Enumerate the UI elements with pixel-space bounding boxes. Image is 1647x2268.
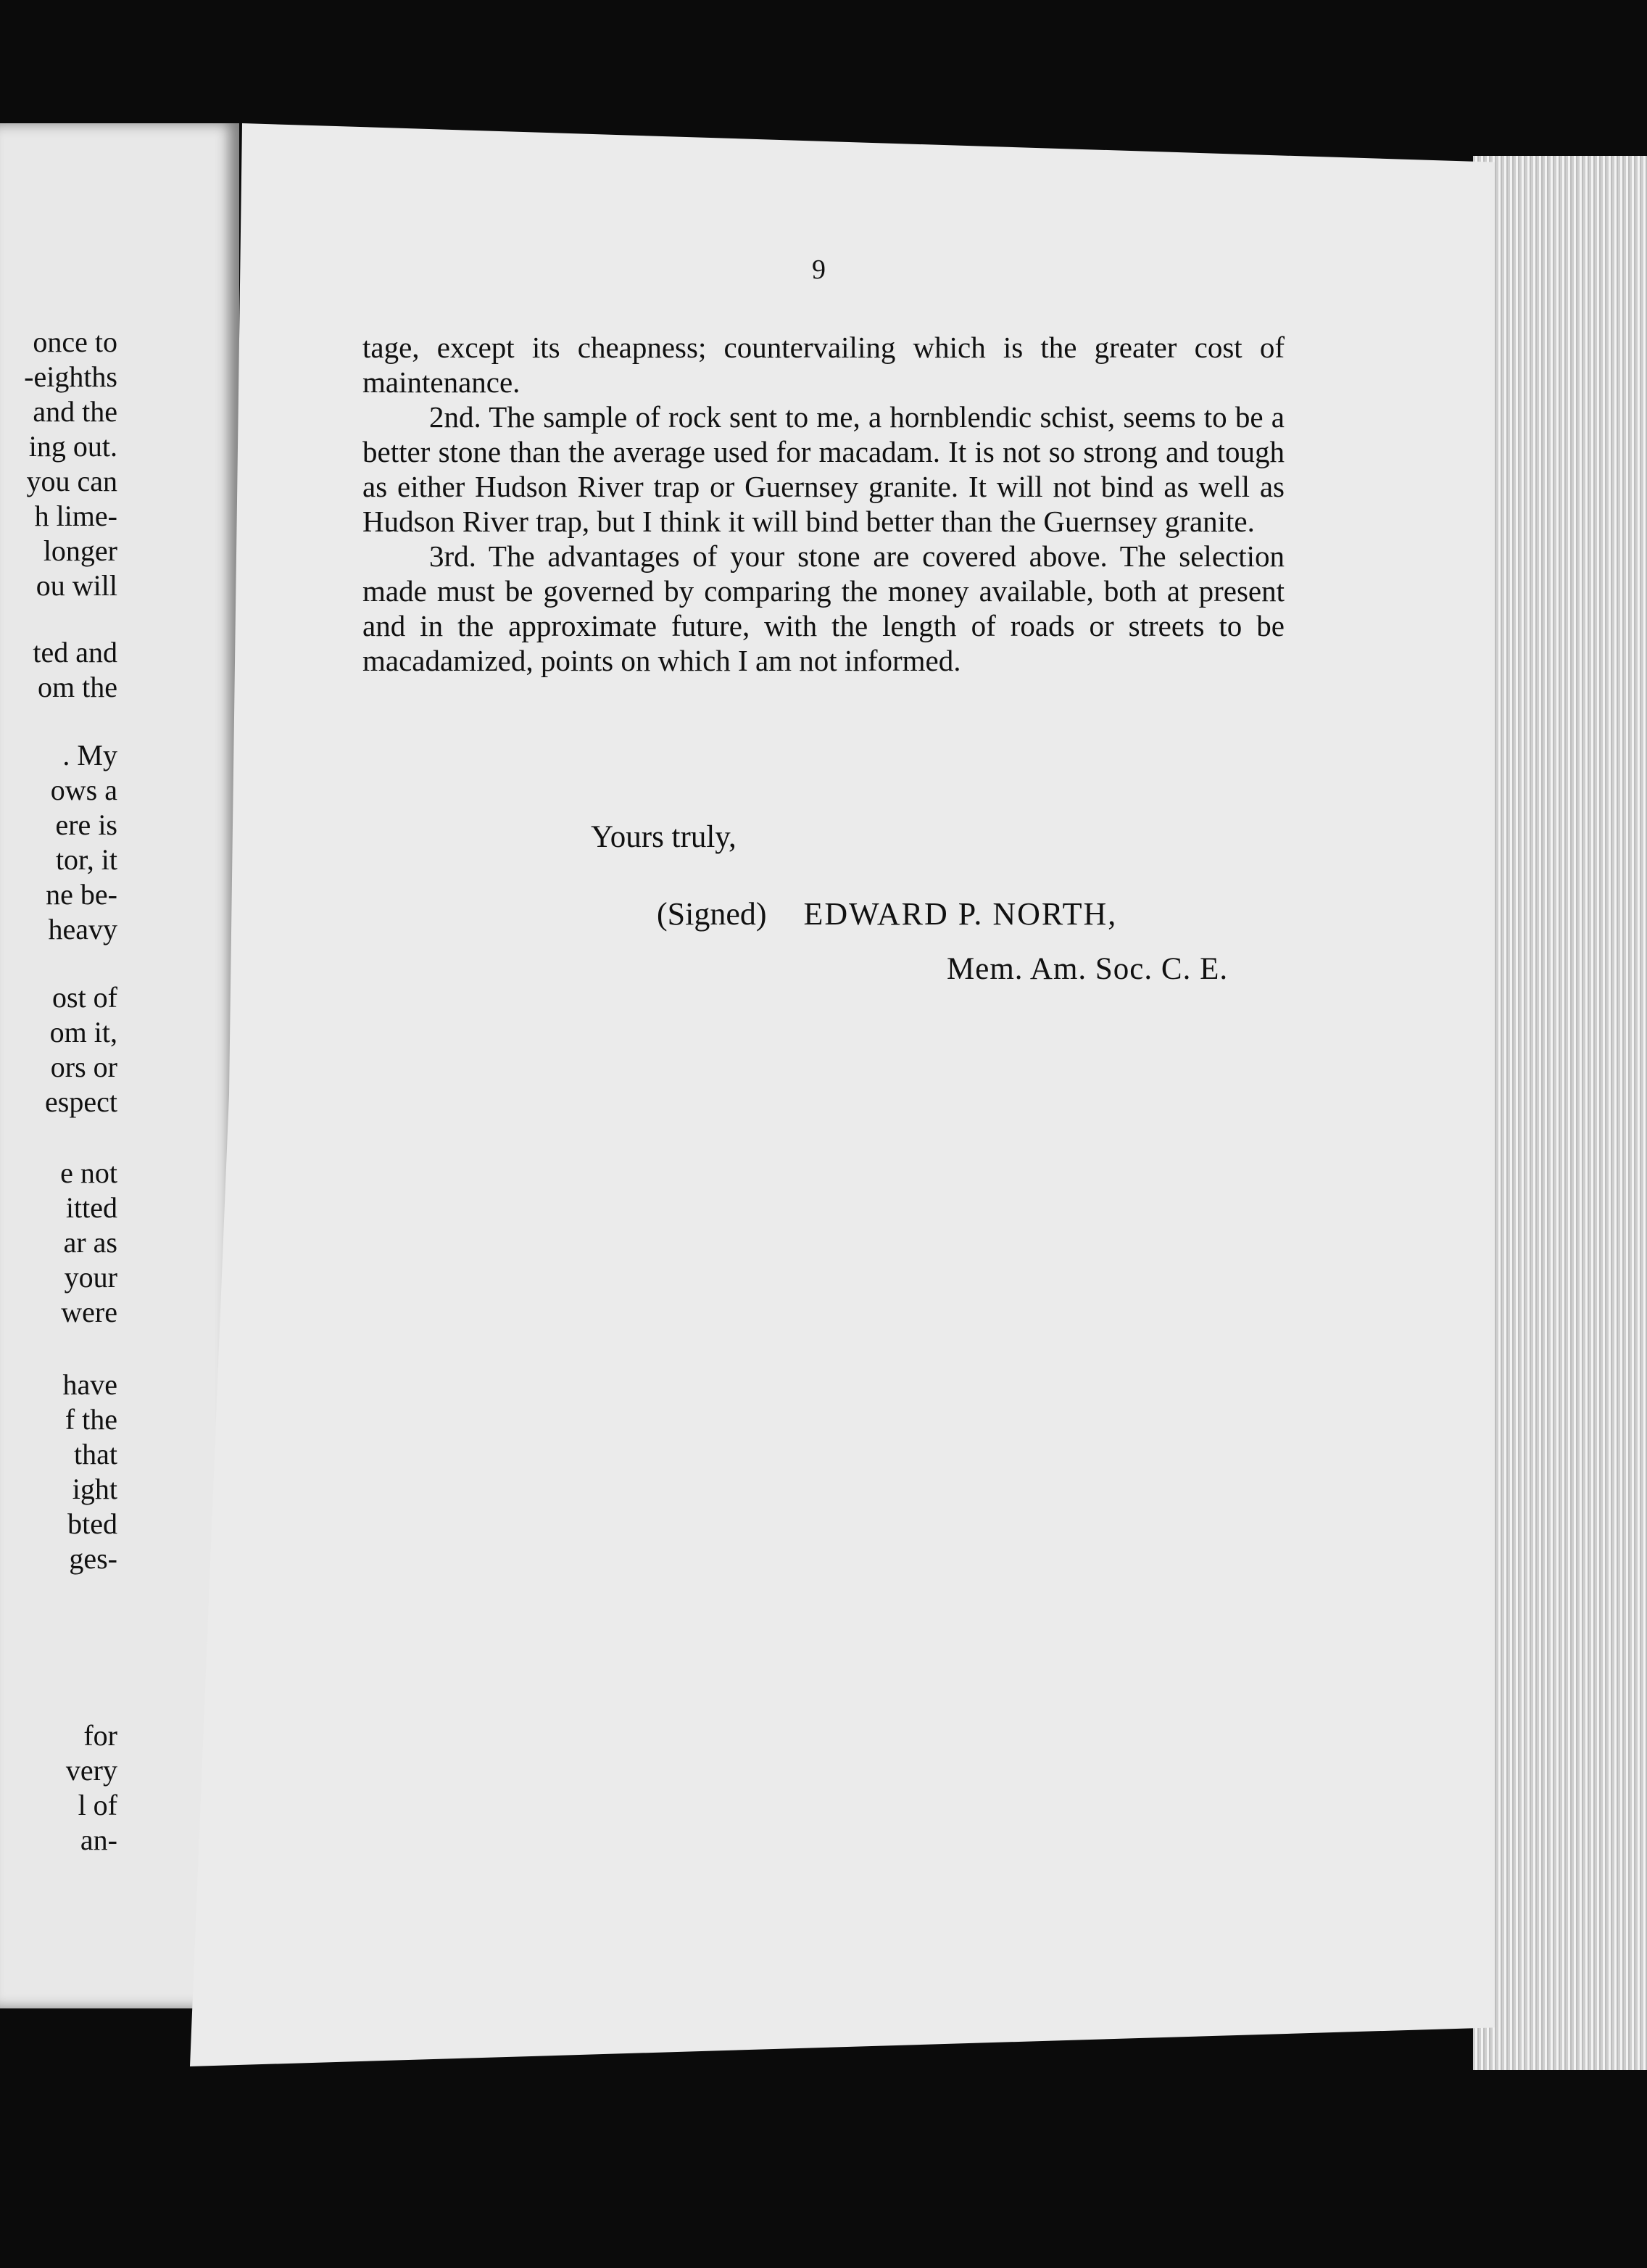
left-page-line: were: [61, 1296, 117, 1328]
left-page-line: . My: [62, 739, 117, 771]
left-page-line: ges-: [69, 1542, 117, 1575]
left-page-line: ere is: [55, 808, 117, 841]
left-page-line: have: [62, 1368, 117, 1401]
left-page-line: ted and: [33, 636, 117, 669]
left-page-line: ou will: [36, 569, 117, 602]
left-page-line: om it,: [49, 1016, 117, 1048]
left-page-line: om the: [38, 671, 117, 703]
signature-prefix: (Signed): [657, 896, 767, 932]
left-page-line: once to: [33, 326, 117, 358]
left-page-line: bted: [67, 1507, 117, 1540]
left-page-line: itted: [65, 1191, 117, 1224]
signature-line: [657, 895, 1117, 932]
left-page-line: for: [83, 1719, 117, 1752]
signatory-affiliation: Mem. Am. Soc. C. E.: [947, 952, 1229, 986]
left-page-line: an-: [80, 1824, 117, 1856]
left-page-line: espect: [45, 1085, 117, 1118]
paragraph-third-point: 3rd. The advantages of your stone are covered above. The selection made must be governed by comparing the money available, both at present and in the approximate future, with the length of roads or streets to be macadamized, points on which I am not informed.: [362, 539, 1285, 677]
left-page-line: tor, it: [55, 843, 117, 876]
left-page-line: longer: [43, 534, 117, 567]
left-page-line: ows a: [50, 774, 117, 806]
left-page-line: ne be-: [46, 878, 117, 911]
left-page-line: and the: [33, 395, 117, 428]
left-page-line: -eighths: [24, 360, 117, 393]
left-page-line: your: [64, 1261, 117, 1294]
left-page-line: heavy: [48, 913, 117, 945]
facing-page-left: [0, 123, 239, 2008]
left-page-line: ors or: [50, 1051, 117, 1083]
left-page-line: l of: [78, 1789, 117, 1821]
left-page-line: you can: [26, 465, 117, 497]
page-edges: [1473, 156, 1647, 2070]
letter-body: [362, 330, 1285, 678]
letter-closing: Yours truly,: [591, 820, 737, 854]
left-page-line: e not: [60, 1156, 117, 1189]
paragraph-continuation: tage, except its cheapness; countervailing which is the greater cost of maintenance.: [362, 331, 1285, 399]
left-page-line: that: [74, 1438, 117, 1470]
paragraph-second-point: 2nd. The sample of rock sent to me, a hornblendic schist, seems to be a better stone than the average used for macadam. It is not so strong and tough as either Hudson River trap or Guernsey granite. It will not bind as well as Hudson River trap, but I think it will bind better than the Guernsey granite.: [362, 400, 1285, 538]
left-page-line: f the: [65, 1403, 117, 1436]
left-page-line: ar as: [63, 1226, 117, 1259]
left-page-line: h lime-: [34, 500, 117, 532]
left-page-line: ight: [72, 1473, 117, 1505]
signatory-name: EDWARD P. NORTH,: [803, 896, 1118, 932]
left-page-line: ost of: [52, 981, 117, 1014]
left-page-line: very: [65, 1754, 117, 1787]
left-page-line: ing out.: [28, 430, 117, 463]
page-number: 9: [812, 254, 826, 285]
